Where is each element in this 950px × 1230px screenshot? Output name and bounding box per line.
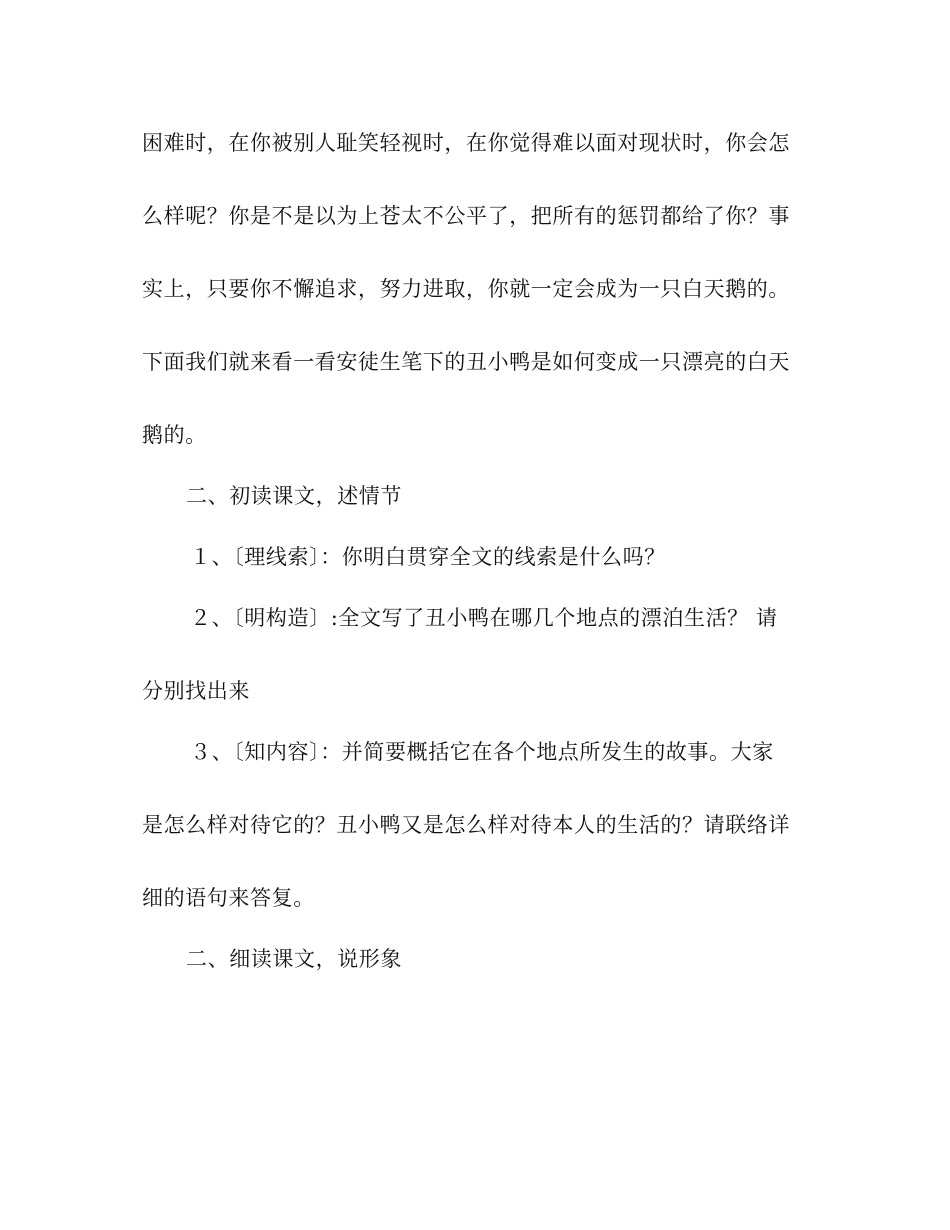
section-heading: 二、细读课文，说形象 — [186, 947, 402, 971]
list-item: ２、〔明构造〕:全文写了丑小鸭在哪几个地点的漂泊生活？ 请 — [190, 606, 778, 630]
section-heading: 二、初读课文，述情节 — [186, 484, 402, 508]
paragraph-line: 下面我们就来看一看安徒生笔下的丑小鸭是如何变成一只漂亮的白天 — [142, 350, 790, 374]
paragraph-line: 是怎么样对待它的？丑小鸭又是怎么样对待本人的生活的？请联络详 — [142, 813, 790, 837]
list-item: １、〔理线索〕：你明白贯穿全文的线索是什么吗？ — [190, 545, 666, 569]
list-item: ３、〔知内容〕：并简要概括它在各个地点所发生的故事。大家 — [190, 740, 774, 764]
paragraph-line: 细的语句来答复。 — [142, 886, 315, 910]
paragraph-line: 鹅的。 — [142, 423, 207, 447]
paragraph-line: 困难时，在你被别人耻笑轻视时，在你觉得难以面对现状时，你会怎 — [142, 131, 790, 155]
paragraph-line: 分别找出来 — [142, 679, 250, 703]
paragraph-line: 么样呢？你是不是以为上苍太不公平了，把所有的惩罚都给了你？事 — [142, 204, 790, 228]
paragraph-line: 实上，只要你不懈追求，努力进取，你就一定会成为一只白天鹅的。 — [142, 277, 790, 301]
